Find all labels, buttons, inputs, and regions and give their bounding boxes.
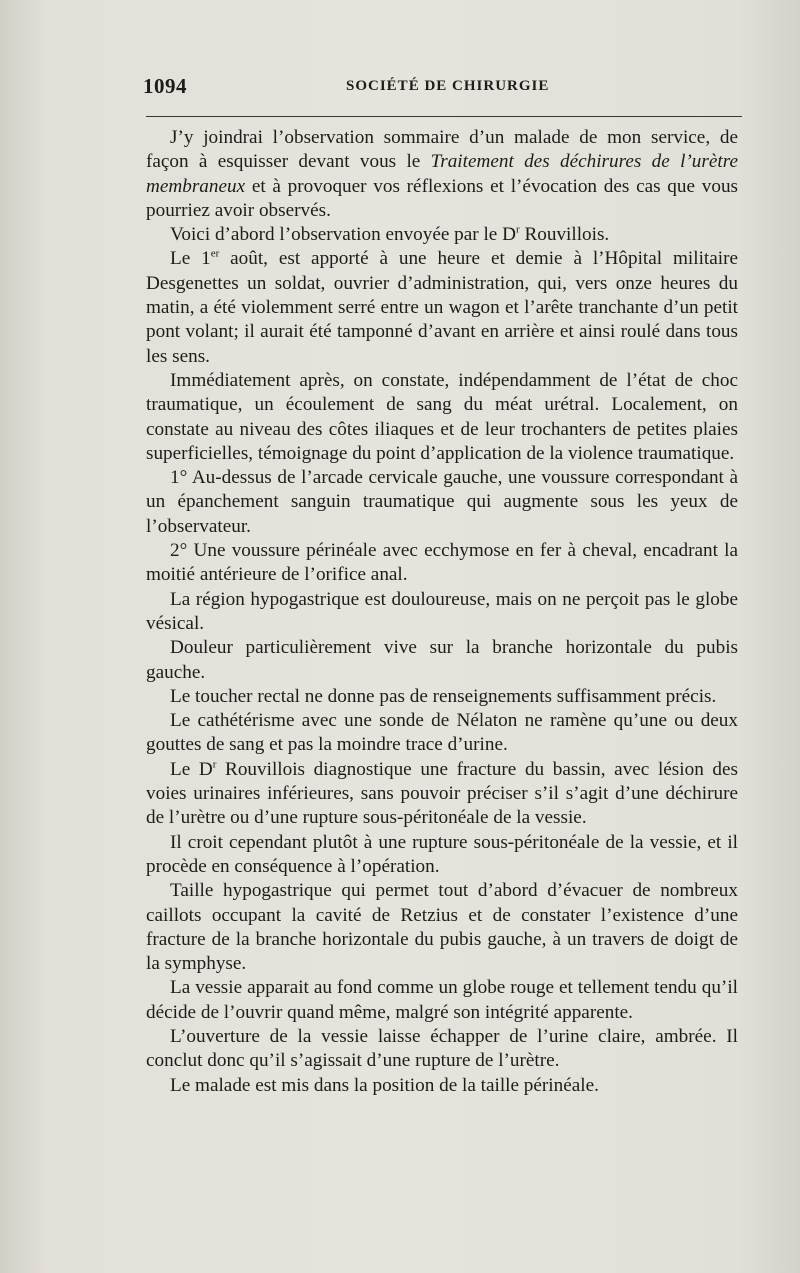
header-rule bbox=[146, 116, 742, 117]
paragraph: J’y joindrai l’observation sommaire d’un malade de mon service, de façon à esquisser devant vous le Traitement des déchirures de l’urètre membraneux et à provoquer vos réflexions et l’évocation des cas que vous pourriez avoir observés. bbox=[146, 127, 738, 221]
paragraph: Douleur particulièrement vive sur la branche horizontale du pubis gauche. bbox=[146, 637, 738, 683]
paragraph: Le 1er août, est apporté à une heure et demie à l’Hôpital militaire Desgenettes un soldat, ouvrier d’administration, qui, vers onze heures du matin, a été violemment serré entre un wagon et l’arête tranchante d’un petit pont volant; il aurait été tamponné d’avant en arrière et ainsi roulé dans tous les sens. bbox=[146, 248, 738, 367]
paragraph: L’ouverture de la vessie laisse échapper de l’urine claire, ambrée. Il conclut donc qu’il s’agissait d’une rupture de l’urètre. bbox=[146, 1025, 738, 1072]
paragraph: Taille hypogastrique qui permet tout d’abord d’évacuer de nombreux caillots occupant la cavité de Retzius et de constater l’existence d’une fracture de la branche horizontale du pubis gauche, à un travers de doigt de la symphyse. bbox=[146, 880, 738, 975]
paragraph: Voici d’abord l’observation envoyée par le $D^r$ Rouvillois. bbox=[170, 223, 610, 246]
running-head: SOCIÉTÉ DE CHIRURGIE bbox=[346, 78, 550, 94]
paragraph: La vessie apparait au fond comme un globe rouge et tellement tendu qu’il décide de l’ouvrir quand même, malgré son intégrité apparente. bbox=[146, 977, 738, 1023]
paragraph: 1° Au-dessus de l’arcade cervicale gauche, une voussure correspondant à un épanchement sanguin traumatique qui augmente sous les yeux de l’observateur. bbox=[146, 467, 738, 537]
paragraph: Le toucher rectal ne donne pas de renseignements suffisamment précis. bbox=[170, 685, 717, 707]
paragraph: La région hypogastrique est douloureuse, mais on ne perçoit pas le globe vésical. bbox=[146, 588, 738, 634]
page-header bbox=[143, 74, 741, 100]
italic-title: Traitement des déchirures de l’urètre membraneux bbox=[146, 151, 738, 197]
paragraph: Le malade est mis dans la position de la taille périnéale. bbox=[170, 1074, 599, 1096]
paragraph: Le cathétérisme avec une sonde de Nélaton ne ramène qu’une ou deux gouttes de sang et pas la moindre trace d’urine. bbox=[146, 710, 738, 756]
paragraph: 2° Une voussure périnéale avec ecchymose en fer à cheval, encadrant la moitié antérieure de l’orifice anal. bbox=[146, 540, 738, 586]
body-text bbox=[146, 126, 738, 1098]
paragraph: Le $D^r$ Rouvillois diagnostique une fracture du bassin, avec lésion des voies urinaires inférieures, sans pouvoir préciser s’il s’agit d’une déchirure de l’urètre ou d’une rupture sous-péritonéale de la vessie. bbox=[146, 758, 738, 829]
page-number: 1094 bbox=[143, 74, 187, 98]
paragraph: Il croit cependant plutôt à une rupture sous-péritonéale de la vessie, et il procède en conséquence à l’opération. bbox=[146, 831, 738, 877]
paragraph: Immédiatement après, on constate, indépendamment de l’état de choc traumatique, un écoulement de sang du méat urétral. Localement, on constate au niveau des côtes iliaques et de leur trochanters de petites plaies superficielles, témoignage du point d’application de la violence traumatique. bbox=[146, 369, 738, 464]
